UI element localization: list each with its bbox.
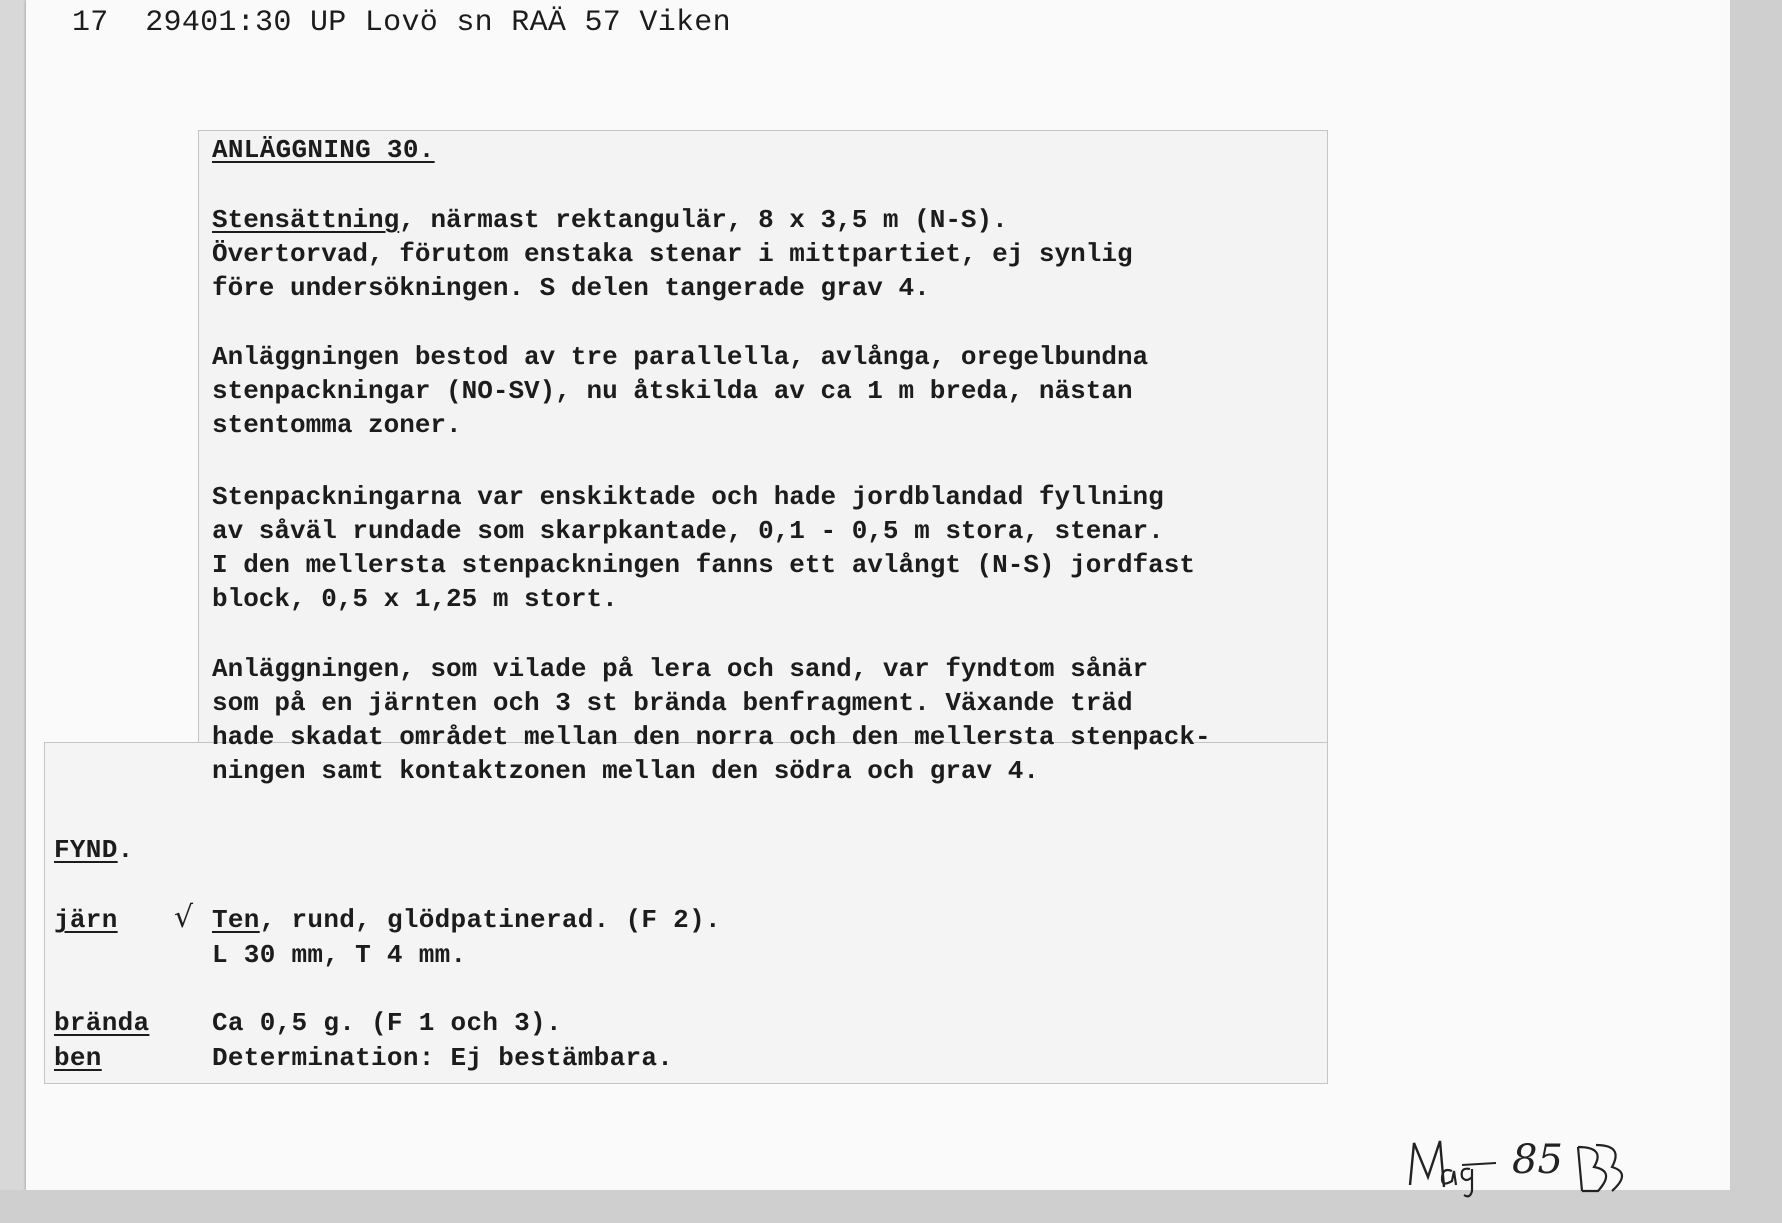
find-ben-determination: Determination: Ej bestämbara.: [212, 1043, 674, 1073]
paragraph-packings: Stenpackningarna var enskiktade och hade jordblandad fyllning av såväl rundade som skarpkantade, 0,1 - 0,5 m stora, stenar. I den mellersta stenpackningen fanns ett avlångt (N-S) jordfast block, 0,5 x 1,25 m stort.: [212, 482, 1195, 614]
card-header: 17 29401:30 UP Lovö sn RAÄ 57 Viken: [72, 6, 731, 40]
handwritten-signature: [1400, 1125, 1660, 1205]
find-jarn-description: [212, 905, 721, 935]
find-label-jarn: järn: [54, 905, 118, 935]
paragraph-structure: Anläggningen bestod av tre parallella, avlånga, oregelbundna stenpackningar (NO-SV), nu åtskilda av ca 1 m breda, nästan stentomma zoner.: [212, 342, 1149, 440]
section-title: ANLÄGGNING 30.: [212, 135, 435, 165]
svg-text:85: 85: [1512, 1137, 1563, 1183]
term-stensattning: Stensättning: [212, 205, 400, 235]
scan-background: [1730, 0, 1782, 1223]
find-jarn-description-rest: , rund, glödpatinerad. (F 2).: [259, 905, 721, 935]
description-text: , närmast rektangulär, 8 x 3,5 m (N-S). Övertorvad, förutom enstaka stenar i mittpartiet, ej synlig före undersökningen. S delen tangerade grav 4.: [212, 205, 1133, 303]
paragraph-finds-summary: Anläggningen, som vilade på lera och sand, var fyndtom sånär som på en järnten och 3 st brända benfragment. Växande träd hade skadat området mellan den norra och den mellersta stenpack- ningen samt kontaktzonen mellan den södra och grav 4.: [212, 654, 1211, 786]
find-ben-weight: Ca 0,5 g. (F 1 och 3).: [212, 1008, 562, 1038]
finds-heading: [54, 835, 134, 865]
find-jarn-measurements: L 30 mm, T 4 mm.: [212, 940, 467, 970]
find-label-ben: ben: [54, 1043, 102, 1073]
term-ten: Ten: [212, 905, 260, 935]
paragraph-description: [212, 203, 1133, 305]
finds-heading-label: FYND: [54, 835, 118, 865]
check-mark-icon: √: [174, 900, 194, 935]
finds-heading-period: .: [117, 835, 134, 865]
find-label-branda: brända: [54, 1008, 150, 1038]
